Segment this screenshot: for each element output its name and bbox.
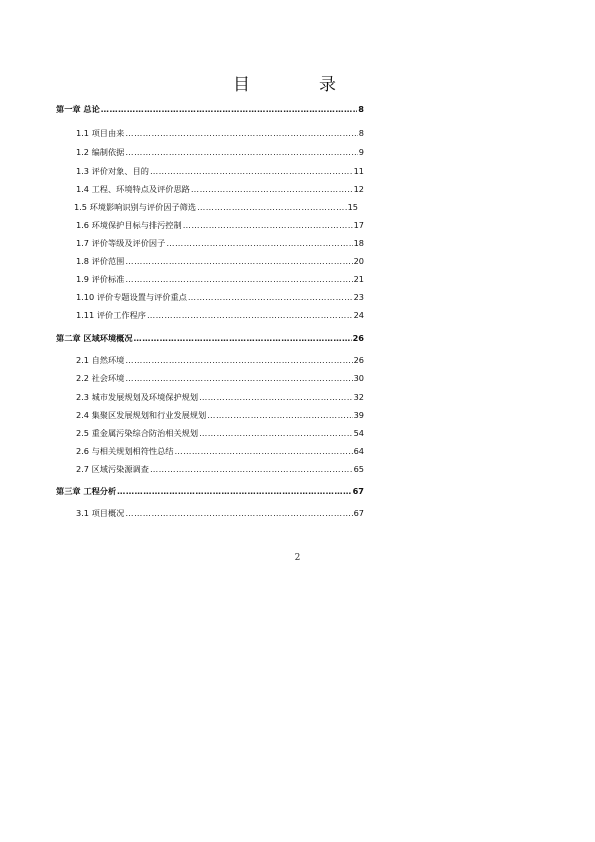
toc-entry-2-6[interactable] xyxy=(76,446,364,457)
toc-entry-page: 21 xyxy=(353,274,364,284)
dot-leader xyxy=(150,166,353,177)
dot-leader xyxy=(101,104,358,115)
page-number: 2 xyxy=(294,553,301,563)
toc-entry-label: 1.11 评价工作程序 xyxy=(76,310,146,320)
toc-entry-1-7[interactable] xyxy=(76,238,364,249)
dot-leader xyxy=(207,410,352,421)
toc-entry-page: 8 xyxy=(358,128,364,138)
dot-leader xyxy=(125,147,357,158)
toc-entry-1-2[interactable] xyxy=(76,147,364,158)
toc-entry-label: 1.7 评价等级及评价因子 xyxy=(76,238,166,248)
dot-leader xyxy=(199,392,353,403)
toc-entry-1-6[interactable] xyxy=(76,220,364,231)
toc-entry-page: 67 xyxy=(352,486,364,496)
toc-entry-page: 65 xyxy=(353,464,364,474)
toc-entry-page: 23 xyxy=(353,292,364,302)
toc-entry-label: 1.4 工程、环境特点及评价思路 xyxy=(76,184,190,194)
toc-entry-page: 24 xyxy=(353,310,364,320)
toc-entry-label: 1.9 评价标准 xyxy=(76,274,125,284)
dot-leader xyxy=(125,355,352,366)
dot-leader xyxy=(191,184,353,195)
toc-entry-1-4[interactable] xyxy=(76,184,364,195)
toc-entry-page: 26 xyxy=(352,333,364,343)
toc-entry-chapter-3[interactable] xyxy=(56,486,364,497)
toc-entry-chapter-2[interactable] xyxy=(56,333,364,344)
toc-entry-label: 第三章 工程分析 xyxy=(56,486,117,496)
toc-entry-3-1[interactable] xyxy=(76,508,364,519)
toc-entry-label: 2.2 社会环境 xyxy=(76,373,125,383)
toc-entry-page: 12 xyxy=(353,184,364,194)
toc-entry-page: 9 xyxy=(358,147,364,157)
toc-entry-1-9[interactable] xyxy=(76,274,364,285)
toc-entry-label: 1.5 环境影响识别与评价因子筛选 xyxy=(74,202,197,212)
dot-leader xyxy=(175,446,353,457)
toc-entry-1-10[interactable] xyxy=(76,292,364,303)
toc-entry-page: 15 xyxy=(347,202,358,212)
toc-entry-1-11[interactable] xyxy=(76,310,364,321)
toc-entry-label: 1.10 评价专题设置与评价重点 xyxy=(76,292,187,302)
dot-leader xyxy=(166,238,352,249)
toc-entry-chapter-1[interactable] xyxy=(56,104,364,115)
toc-entry-2-1[interactable] xyxy=(76,355,364,366)
dot-leader xyxy=(183,220,353,231)
toc-entry-page: 64 xyxy=(353,446,364,456)
toc-entry-page: 39 xyxy=(353,410,364,420)
toc-entry-label: 1.8 评价范围 xyxy=(76,256,125,266)
toc-title: 目 录 xyxy=(233,75,362,95)
dot-leader xyxy=(125,128,357,139)
toc-entry-label: 2.3 城市发展规划及环境保护规划 xyxy=(76,392,199,402)
toc-entry-label: 2.4 集聚区发展规划和行业发展规划 xyxy=(76,410,207,420)
toc-entry-page: 32 xyxy=(353,392,364,402)
toc-entry-page: 54 xyxy=(353,428,364,438)
dot-leader xyxy=(199,428,353,439)
toc-entry-label: 2.1 自然环境 xyxy=(76,355,125,365)
dot-leader xyxy=(117,486,351,497)
dot-leader xyxy=(197,202,347,213)
toc-entry-page: 20 xyxy=(353,256,364,266)
toc-entry-page: 17 xyxy=(353,220,364,230)
dot-leader xyxy=(150,464,353,475)
toc-entry-2-7[interactable] xyxy=(76,464,364,475)
toc-entry-label: 1.3 评价对象、目的 xyxy=(76,166,149,176)
toc-entry-2-2[interactable] xyxy=(76,373,364,384)
dot-leader xyxy=(134,333,352,344)
toc-entry-label: 1.6 环境保护目标与排污控制 xyxy=(76,220,182,230)
toc-entry-2-3[interactable] xyxy=(76,392,364,403)
toc-entry-label: 1.2 编制依据 xyxy=(76,147,125,157)
toc-entry-label: 2.5 重金属污染综合防治相关规划 xyxy=(76,428,199,438)
toc-entry-page: 11 xyxy=(353,166,364,176)
toc-entry-1-3[interactable] xyxy=(76,166,364,177)
toc-entry-page: 67 xyxy=(353,508,364,518)
toc-entry-page: 26 xyxy=(353,355,364,365)
toc-entry-page: 8 xyxy=(358,104,364,114)
dot-leader xyxy=(147,310,353,321)
toc-entry-label: 第二章 区域环境概况 xyxy=(56,333,133,343)
dot-leader xyxy=(125,274,352,285)
toc-entry-label: 1.1 项目由来 xyxy=(76,128,125,138)
toc-entry-label: 2.7 区域污染源调查 xyxy=(76,464,149,474)
dot-leader xyxy=(188,292,353,303)
dot-leader xyxy=(125,256,352,267)
toc-entry-2-4[interactable] xyxy=(76,410,364,421)
toc-entry-2-5[interactable] xyxy=(76,428,364,439)
dot-leader xyxy=(125,508,352,519)
toc-entry-label: 2.6 与相关规划相符性总结 xyxy=(76,446,174,456)
toc-entry-page: 18 xyxy=(353,238,364,248)
toc-entry-1-5[interactable] xyxy=(74,202,358,213)
toc-entry-label: 3.1 项目概况 xyxy=(76,508,125,518)
toc-entry-label: 第一章 总论 xyxy=(56,104,100,114)
toc-entry-page: 30 xyxy=(353,373,364,383)
toc-entry-1-1[interactable] xyxy=(76,128,364,139)
toc-entry-1-8[interactable] xyxy=(76,256,364,267)
dot-leader xyxy=(125,373,352,384)
